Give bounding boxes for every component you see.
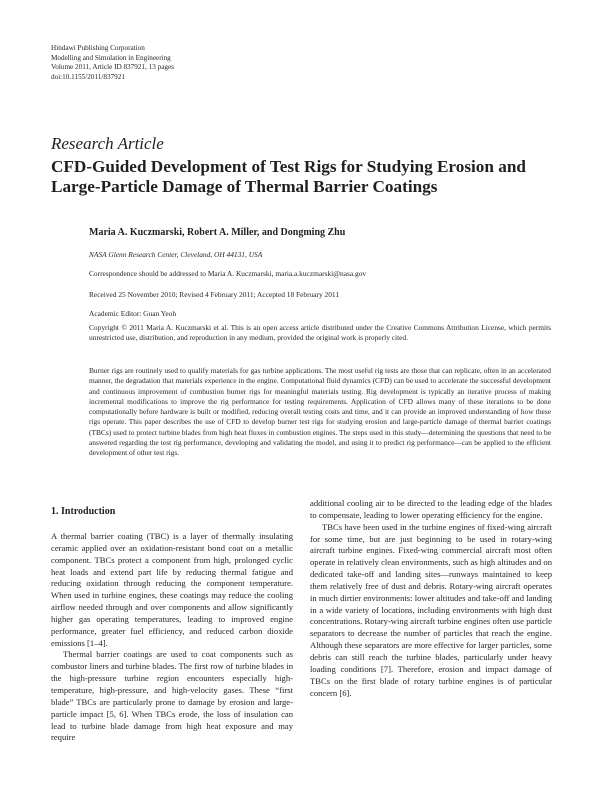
body-column-left: [51, 506, 293, 744]
body-paragraph: additional cooling air to be directed to the leading edge of the blades to compensate, leading to lower operating efficiency for the engine.: [310, 498, 552, 520]
academic-editor: Academic Editor: Guan Yeoh: [89, 309, 177, 318]
body-paragraph: TBCs have been used in the turbine engines of fixed-wing aircraft for some time, but are just beginning to be used in rotary-wing aircraft turbine engines. Fixed-wing commercial aircraft most often operate in relatively clean environments, such as high altitudes and on dedicated take-off and landing sites—runways maintained to keep them relatively free of dust and debris. Rotary-wing aircraft operates in much dirtier environments: lower altitudes and take-off and landing in a wide variety of locations, including environments with high dust concentrations. Rotary-wing aircraft turbine engines often use particle separators to decrease the number of particles that reach the engine. Although these separators are more effective for larger particles, some debris can still reach the turbine blades, particularly under heavy loading conditions [7]. Therefore, erosion and impact damage of TBCs on the first blade of rotary turbine engines is of particular concern [6].: [310, 521, 552, 698]
journal-name: Modelling and Simulation in Engineering: [51, 53, 171, 62]
journal-header: [51, 44, 174, 82]
publication-dates: Received 25 November 2010; Revised 4 February 2011; Accepted 18 February 2011: [89, 290, 340, 299]
author-list: Maria A. Kuczmarski, Robert A. Miller, and Dongming Zhu: [89, 227, 346, 238]
copyright-notice: Copyright © 2011 Maria A. Kuczmarski et al. This is an open access article distributed under the Creative Commons Attribution License, which permits unrestricted use, distribution, and reproduction in any medium, provided the original work is properly cited.: [89, 323, 551, 343]
body-column-right: [310, 498, 552, 699]
publisher-name: Hindawi Publishing Corporation: [51, 44, 145, 52]
section-heading: 1. Introduction: [51, 506, 116, 517]
affiliation: NASA Glenn Research Center, Cleveland, OH 44131, USA: [89, 250, 263, 259]
correspondence: Correspondence should be addressed to Maria A. Kuczmarski, maria.a.kuczmarski@nasa.gov: [89, 269, 367, 278]
title-line: Large-Particle Damage of Thermal Barrier Coatings: [51, 177, 438, 196]
abstract: Burner rigs are routinely used to qualify materials for gas turbine applications. The most useful rig tests are those that can replicate, often in an accelerated manner, the degradation that materials experience in the engine. Computational fluid dynamics (CFD) can be used to accelerate the successful development and continuous improvement of combustion burner rigs for meaningful materials testing. Rig development is typically an iterative process of making incremental modifications to improve the rig performance for testing requirements. Application of CFD allows many of these iterations to be done computationally before hardware is built or modified, reducing overall testing costs and time, and it can provide an improved understanding of how these rigs operate. This paper describes the use of CFD to develop burner test rigs for studying erosion and large-particle damage of thermal barrier coatings (TBCs) used to protect turbine blades from high heat fluxes in combustion engines. The steps used in this study—determining the questions that need to be answered regarding the test rig performance, developing and validating the model, and using it to predict rig performance—can be applied to the efficient development of other test rigs.: [89, 366, 551, 458]
body-paragraph: Thermal barrier coatings are used to coat components such as combustor liners and turbine blades. The first row of turbine blades in the high-pressure turbine region encounters especially high-temperature, high-pressure, and high-velocity gases. These “first blade” TBCs are particularly prone to damage by erosion and large-particle impact [5, 6]. When TBCs erode, the loss of insulation can lead to turbine blade damage from high heat exposure and may require: [51, 649, 293, 743]
journal-doi: doi:10.1155/2011/837921: [51, 72, 125, 81]
body-paragraph: A thermal barrier coating (TBC) is a layer of thermally insulating ceramic applied over an oxidation-resistant bond coat on a metallic component. TBCs protect a component from high, prolonged cyclic heat loads and extend part life by reducing thermal fatigue and reducing oxidation through reducing the component temperature. When used in turbine engines, these coatings may reduce the cooling airflow needed through and over components and allow significantly higher gas operating temperatures, leading to improved engine performance, greater fuel efficiency, and reduced carbon dioxide emissions [1–4].: [51, 531, 293, 648]
title-line: CFD-Guided Development of Test Rigs for Studying Erosion and: [51, 157, 526, 176]
paper-title: [51, 157, 551, 197]
journal-volume: Volume 2011, Article ID 837921, 13 pages: [51, 63, 174, 72]
article-type: Research Article: [51, 134, 164, 153]
